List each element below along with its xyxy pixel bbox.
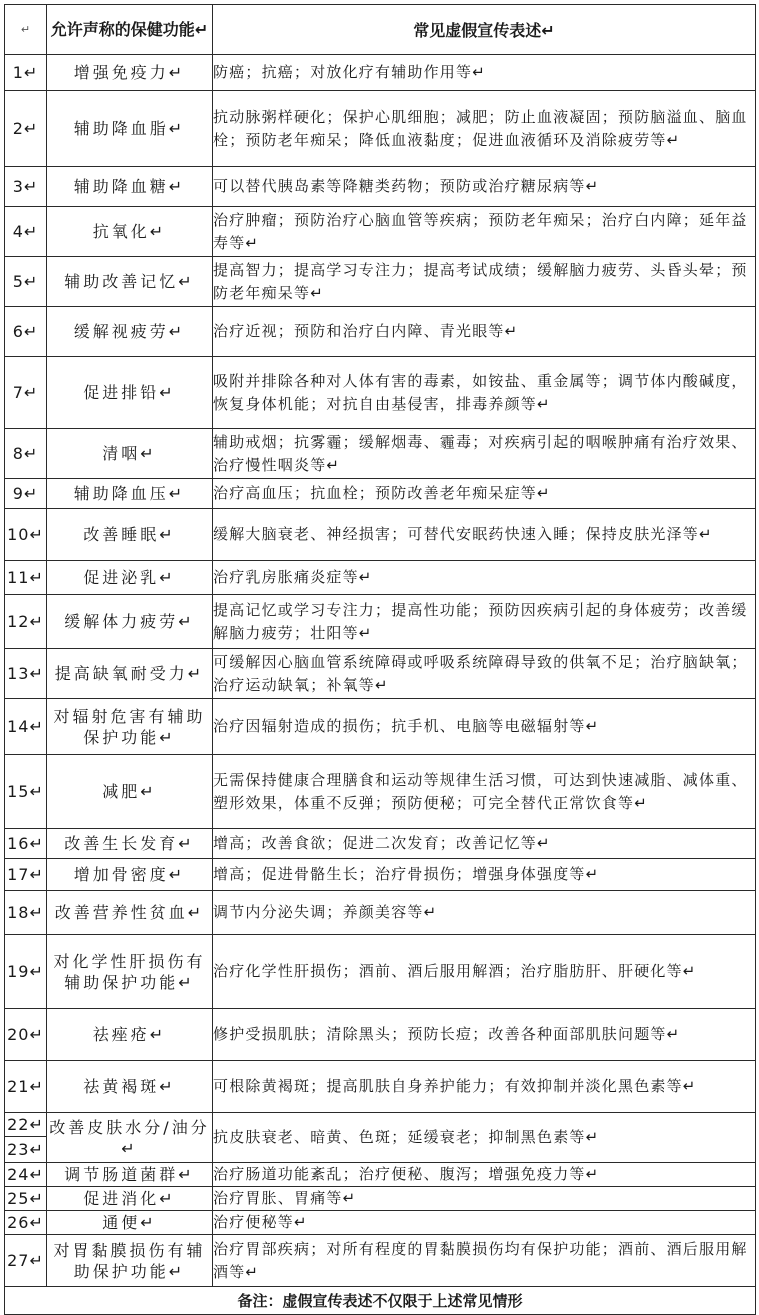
row-function: 辅助降血糖↵: [47, 167, 213, 207]
row-number: 18↵: [5, 891, 47, 935]
row-number: 27↵: [5, 1235, 47, 1287]
row-number: 4↵: [5, 207, 47, 257]
row-description: 抗动脉粥样硬化；保护心肌细胞；减肥；防止血液凝固；预防脑溢血、脑血栓；预防老年痴呆；降低血液黏度；促进血液循环及消除疲劳等↵: [213, 91, 756, 167]
row-function: 调节肠道菌群↵: [47, 1163, 213, 1187]
table-row: [5, 479, 756, 509]
row-function: 抗氧化↵: [47, 207, 213, 257]
row-number: 3↵: [5, 167, 47, 207]
table-row: [5, 167, 756, 207]
row-number: 17↵: [5, 859, 47, 891]
row-description: 治疗胃部疾病；对所有程度的胃黏膜损伤均有保护功能；酒前、酒后服用解酒等↵: [213, 1235, 756, 1287]
row-number: 2↵: [5, 91, 47, 167]
row-function: 改善生长发育↵: [47, 829, 213, 859]
table-row: [5, 1235, 756, 1287]
row-number: 22↵: [5, 1113, 47, 1137]
row-description: 可根除黄褐斑；提高肌肤自身养护能力；有效抑制并淡化黑色素等↵: [213, 1061, 756, 1113]
header-description-cell: 常见虚假宣传表述↵: [213, 5, 756, 55]
table-row: [5, 935, 756, 1009]
row-description: 抗皮肤衰老、暗黄、色斑；延缓衰老；抑制黑色素等↵: [213, 1113, 756, 1163]
row-description: 调节内分泌失调；养颜美容等↵: [213, 891, 756, 935]
row-description: 提高智力；提高学习专注力；提高考试成绩；缓解脑力疲劳、头昏头晕；预防老年痴呆等↵: [213, 257, 756, 307]
table-row: [5, 829, 756, 859]
table-row: [5, 257, 756, 307]
table-footnote: 备注：虚假宣传表述不仅限于上述常见情形: [5, 1287, 756, 1315]
header-number-cell: ↵: [5, 5, 47, 55]
row-function: 改善皮肤水分/油分↵: [47, 1113, 213, 1163]
row-number: 24↵: [5, 1163, 47, 1187]
row-description: 治疗近视；预防和治疗白内障、青光眼等↵: [213, 307, 756, 357]
row-function: 促进消化↵: [47, 1187, 213, 1211]
row-number: 19↵: [5, 935, 47, 1009]
row-function: 对化学性肝损伤有辅助保护功能↵: [47, 935, 213, 1009]
row-function: 改善营养性贫血↵: [47, 891, 213, 935]
row-number: 8↵: [5, 429, 47, 479]
table-row: [5, 307, 756, 357]
row-number: 25↵: [5, 1187, 47, 1211]
row-function: 辅助降血脂↵: [47, 91, 213, 167]
table-row: [5, 561, 756, 595]
table-row: [5, 1113, 756, 1137]
row-function: 提高缺氧耐受力↵: [47, 649, 213, 699]
row-number: 13↵: [5, 649, 47, 699]
row-function: 祛黄褐斑↵: [47, 1061, 213, 1113]
row-number: 5↵: [5, 257, 47, 307]
row-description: 可缓解因心脑血管系统障碍或呼吸系统障碍导致的供氧不足；治疗脑缺氧；治疗运动缺氧；补氧等↵: [213, 649, 756, 699]
table-row: [5, 509, 756, 561]
row-description: 治疗肿瘤；预防治疗心脑血管等疾病；预防老年痴呆；治疗白内障；延年益寿等↵: [213, 207, 756, 257]
table-row: [5, 859, 756, 891]
table-row: [5, 649, 756, 699]
row-function: 清咽↵: [47, 429, 213, 479]
row-description: 治疗高血压；抗血栓；预防改善老年痴呆症等↵: [213, 479, 756, 509]
table-row: [5, 891, 756, 935]
row-number: 1↵: [5, 55, 47, 91]
table-row: [5, 91, 756, 167]
row-description: 缓解大脑衰老、神经损害；可替代安眠药快速入睡；保持皮肤光泽等↵: [213, 509, 756, 561]
row-description: 修护受损肌肤；清除黑头；预防长痘；改善各种面部肌肤问题等↵: [213, 1009, 756, 1061]
row-number: 16↵: [5, 829, 47, 859]
table-row: [5, 357, 756, 429]
row-description: 治疗化学性肝损伤；酒前、酒后服用解酒；治疗脂肪肝、肝硬化等↵: [213, 935, 756, 1009]
row-description: 吸附并排除各种对人体有害的毒素，如铵盐、重金属等；调节体内酸碱度，恢复身体机能；对抗自由基侵害，排毒养颜等↵: [213, 357, 756, 429]
row-function: 辅助降血压↵: [47, 479, 213, 509]
row-description: 无需保持健康合理膳食和运动等规律生活习惯，可达到快速减脂、减体重、塑形效果，体重不反弹；预防便秘；可完全替代正常饮食等↵: [213, 755, 756, 829]
row-function: 缓解视疲劳↵: [47, 307, 213, 357]
row-description: 可以替代胰岛素等降糖类药物；预防或治疗糖尿病等↵: [213, 167, 756, 207]
row-number: 10↵: [5, 509, 47, 561]
table-row: [5, 207, 756, 257]
row-number: 26↵: [5, 1211, 47, 1235]
table-row: [5, 699, 756, 755]
row-function: 促进泌乳↵: [47, 561, 213, 595]
table-row: [5, 1163, 756, 1187]
row-function: 减肥↵: [47, 755, 213, 829]
row-function: 对辐射危害有辅助保护功能↵: [47, 699, 213, 755]
row-number: 6↵: [5, 307, 47, 357]
row-description: 辅助戒烟；抗雾霾；缓解烟毒、霾毒；对疾病引起的咽喉肿痛有治疗效果、治疗慢性咽炎等↵: [213, 429, 756, 479]
header-function-cell: 允许声称的保健功能↵: [47, 5, 213, 55]
row-function: 增加骨密度↵: [47, 859, 213, 891]
table-row: [5, 429, 756, 479]
row-function: 促进排铅↵: [47, 357, 213, 429]
row-number: 14↵: [5, 699, 47, 755]
row-description: 治疗因辐射造成的损伤；抗手机、电脑等电磁辐射等↵: [213, 699, 756, 755]
row-description: 治疗便秘等↵: [213, 1211, 756, 1235]
row-number: 15↵: [5, 755, 47, 829]
row-description: 治疗肠道功能紊乱；治疗便秘、腹泻；增强免疫力等↵: [213, 1163, 756, 1187]
row-function: 祛痤疮↵: [47, 1009, 213, 1061]
health-claims-table: [4, 4, 756, 1315]
row-number: 9↵: [5, 479, 47, 509]
row-number: 20↵: [5, 1009, 47, 1061]
table-row: [5, 1187, 756, 1211]
header-row: [5, 5, 756, 55]
row-number: 21↵: [5, 1061, 47, 1113]
row-function: 对胃黏膜损伤有辅助保护功能↵: [47, 1235, 213, 1287]
row-function: 通便↵: [47, 1211, 213, 1235]
row-function: 缓解体力疲劳↵: [47, 595, 213, 649]
row-function: 改善睡眠↵: [47, 509, 213, 561]
row-function: 辅助改善记忆↵: [47, 257, 213, 307]
row-number: 23↵: [5, 1137, 47, 1163]
table-row: [5, 1009, 756, 1061]
table-row: [5, 1061, 756, 1113]
table-row: [5, 755, 756, 829]
row-function: 增强免疫力↵: [47, 55, 213, 91]
row-description: 提高记忆或学习专注力；提高性功能；预防因疾病引起的身体疲劳；改善缓解脑力疲劳；壮阳等↵: [213, 595, 756, 649]
row-description: 防癌；抗癌；对放化疗有辅助作用等↵: [213, 55, 756, 91]
note-row: [5, 1287, 756, 1315]
table-row: [5, 595, 756, 649]
table-row: [5, 1211, 756, 1235]
table-row: [5, 55, 756, 91]
row-description: 治疗乳房胀痛炎症等↵: [213, 561, 756, 595]
row-description: 治疗胃胀、胃痛等↵: [213, 1187, 756, 1211]
row-number: 7↵: [5, 357, 47, 429]
row-number: 11↵: [5, 561, 47, 595]
row-description: 增高；改善食欲；促进二次发育；改善记忆等↵: [213, 829, 756, 859]
row-description: 增高；促进骨骼生长；治疗骨损伤；增强身体强度等↵: [213, 859, 756, 891]
row-number: 12↵: [5, 595, 47, 649]
